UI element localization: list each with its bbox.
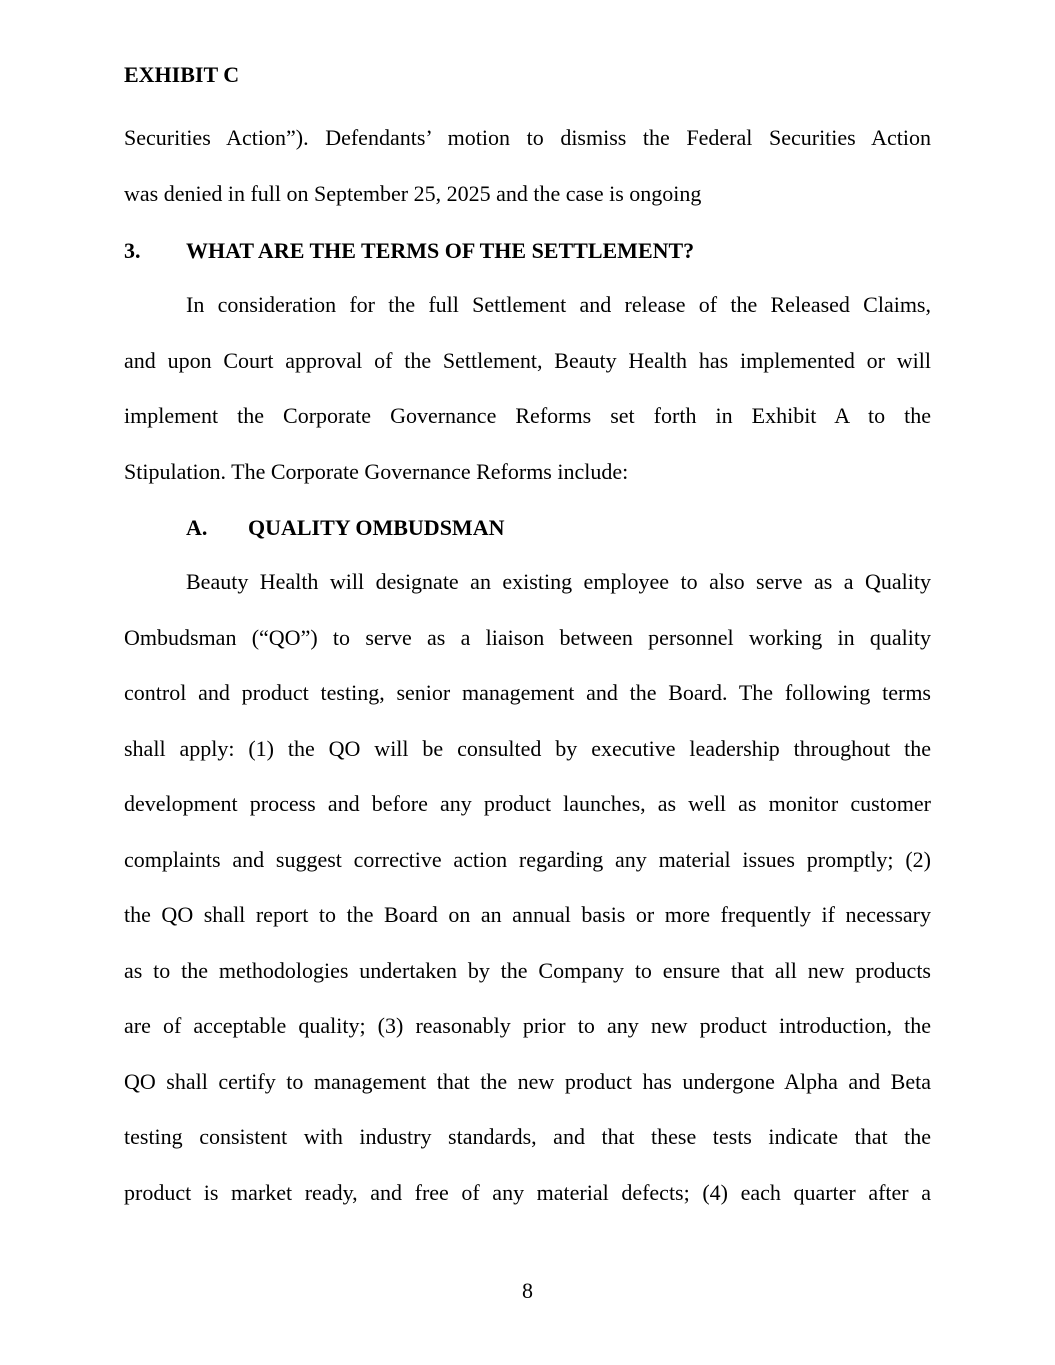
text-line: Securities Action”). Defendants’ motion to dismiss the Federal Securities Action [124, 125, 931, 150]
text-line: In consideration for the full Settlement and release of the Released Claims, [186, 292, 931, 317]
text-line: was denied in full on September 25, 2025 and the case is ongoing [124, 180, 702, 206]
text-line: are of acceptable quality; (3) reasonably prior to any new product introduction, the [124, 1013, 931, 1038]
text-line: shall apply: (1) the QO will be consulted by executive leadership throughout the [124, 735, 931, 761]
text-line: implement the Corporate Governance Reforms set forth in Exhibit A to the [124, 403, 931, 428]
text-line: as to the methodologies undertaken by the Company to ensure that all new products [124, 957, 931, 983]
subsection-title: QUALITY OMBUDSMAN [248, 515, 505, 540]
section-heading [124, 238, 694, 264]
page-number: 8 [522, 1278, 533, 1303]
section-title: WHAT ARE THE TERMS OF THE SETTLEMENT? [186, 238, 695, 263]
section-number: 3. [124, 238, 141, 263]
exhibit-label: EXHIBIT C [124, 62, 240, 87]
intro-paragraph [124, 110, 931, 221]
text-line: development process and before any product launches, as well as monitor customer [124, 791, 931, 816]
text-line: testing consistent with industry standards, and that these tests indicate that the [124, 1124, 931, 1149]
subsection-heading [186, 515, 504, 541]
text-line: Ombudsman (“QO”) to serve as a liaison between personnel working in quality [124, 624, 931, 650]
text-line: Beauty Health will designate an existing employee to also serve as a Quality [186, 569, 931, 594]
subsection-letter: A. [186, 515, 208, 540]
text-line: control and product testing, senior management and the Board. The following terms [124, 680, 931, 705]
text-line: Stipulation. The Corporate Governance Reforms include: [124, 458, 629, 484]
text-line: complaints and suggest corrective action regarding any material issues promptly; (2) [124, 846, 931, 872]
text-line: QO shall certify to management that the new product has undergone Alpha and Beta [124, 1068, 931, 1094]
text-line: and upon Court approval of the Settlement, Beauty Health has implemented or will [124, 347, 931, 373]
text-line: product is market ready, and free of any material defects; (4) each quarter after a [124, 1179, 931, 1205]
section-paragraph [124, 277, 931, 499]
subsection-paragraph [124, 554, 931, 1220]
text-line: the QO shall report to the Board on an annual basis or more frequently if necessary [124, 902, 931, 927]
